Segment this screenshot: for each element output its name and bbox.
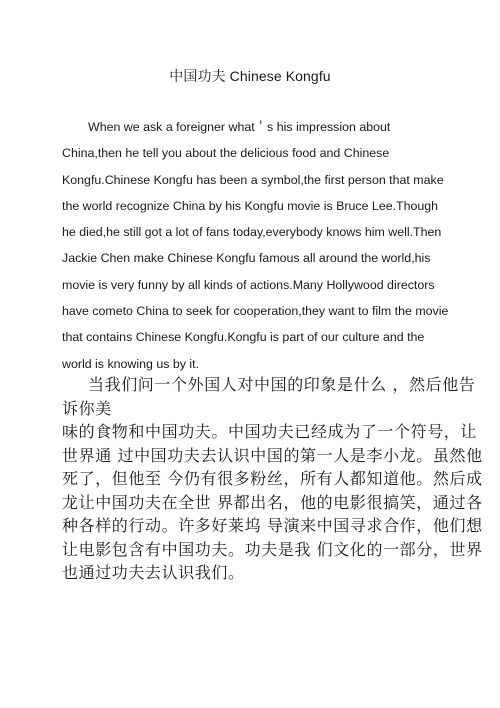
chinese-line: 味的食物和中国功夫。中国功夫已经成为了一个符号，让 — [62, 422, 478, 441]
english-line: that contains Chinese Kongfu.Kongfu is part of our culture and the — [62, 330, 425, 345]
english-line: Jackie Chen make Chinese Kongfu famous all around the world,his — [62, 251, 431, 266]
chinese-line: 世界通 过中国功夫去认识中国的第一人是李小龙。虽然他 — [62, 445, 483, 465]
chinese-line: 当我们问一个外国人对中国的印象是什么 ，然后他告 — [88, 375, 476, 394]
chinese-paragraph — [62, 374, 482, 586]
chinese-line: 诉你美 — [62, 398, 112, 418]
chinese-line: 死了，但他至 今仍有很多粉丝，所有人都知道他。然后成 — [62, 469, 483, 488]
english-line: When we ask a foreigner what＇s his impression about — [88, 120, 391, 134]
english-line: China,then he tell you about the delicious food and Chinese — [62, 146, 390, 161]
chinese-line: 龙让中国功夫在全世 界都出名，他的电影很搞笑，通过各 — [62, 492, 483, 512]
english-line: the world recognize China by his Kongfu movie is Bruce Lee.Though — [62, 198, 439, 213]
english-line: he died,he still got a lot of fans today,everybody knows him well.Then — [62, 225, 442, 240]
document-title: 中国功夫 Chinese Kongfu — [169, 68, 331, 84]
chinese-line: 让电影包含有中国功夫。功夫是我 们文化的一部分，世界 — [62, 539, 483, 559]
english-line: world is knowing us by it. — [62, 356, 200, 371]
chinese-line: 种各样的行动。许多好莱坞 导演来中国寻求合作，他们想 — [62, 516, 483, 535]
english-line: Kongfu.Chinese Kongfu has been a symbol,the first person that make — [62, 172, 444, 187]
chinese-line: 也通过功夫去认识我们。 — [62, 563, 245, 582]
english-line: movie is very funny by all kinds of actions.Many Hollywood directors — [62, 277, 435, 292]
english-paragraph — [62, 118, 472, 381]
english-line: have cometo China to seek for cooperation,they want to film the movie — [62, 304, 449, 319]
